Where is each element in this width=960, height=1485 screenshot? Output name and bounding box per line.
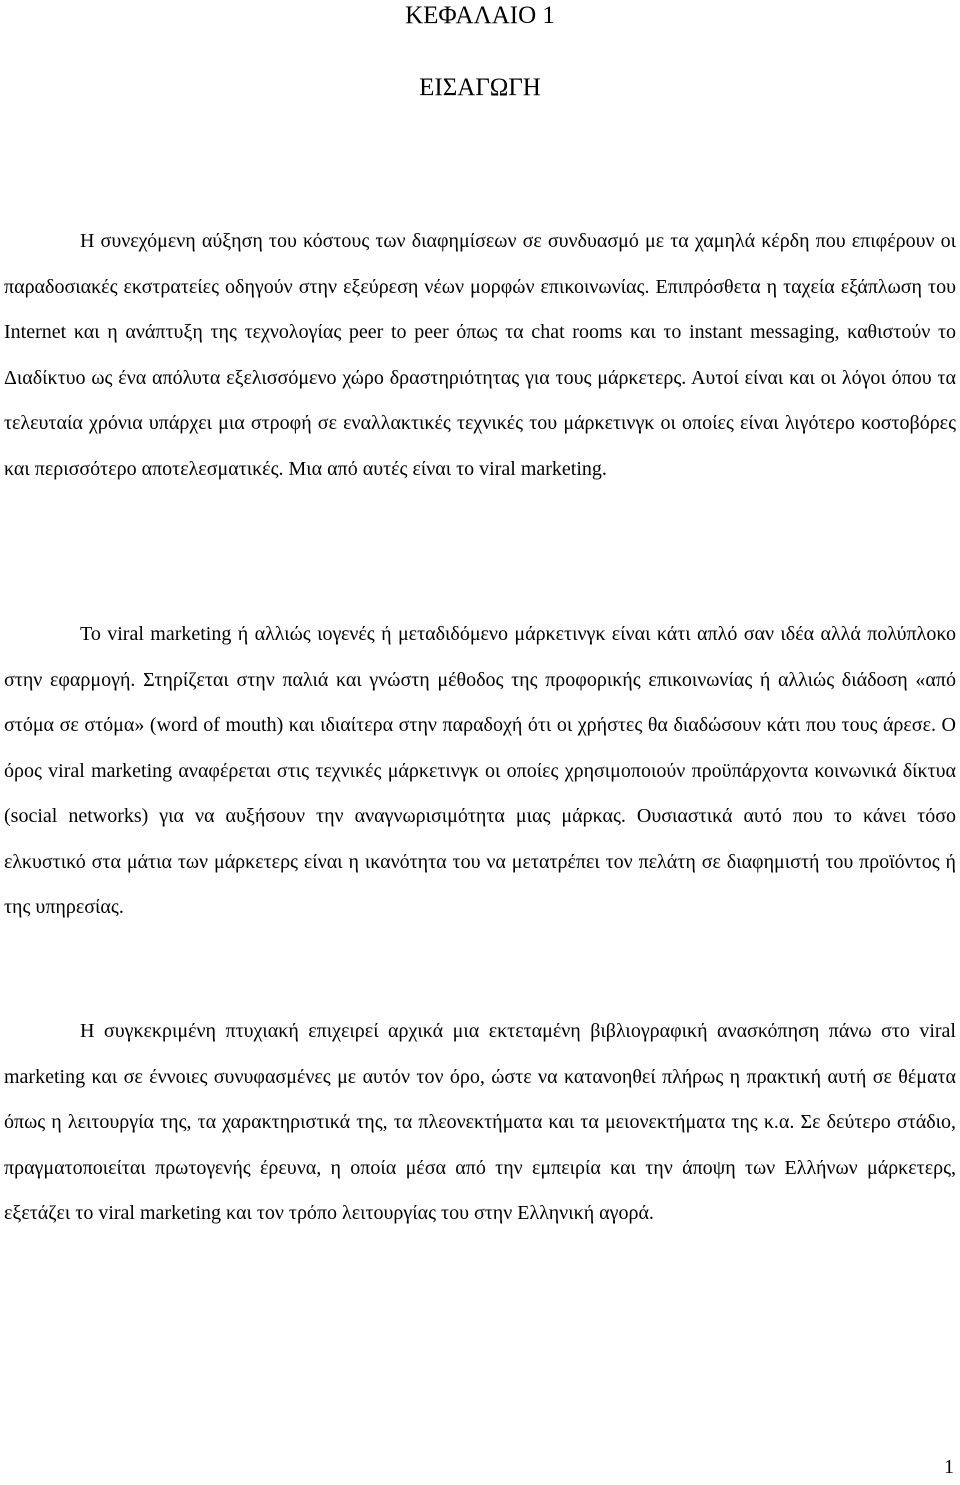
page-number: 1 [944,1456,954,1478]
chapter-title: ΕΙΣΑΓΩΓΗ [419,74,541,101]
chapter-label: ΚΕΦΑΛΑΙΟ 1 [405,2,555,29]
paragraph-thesis-scope: Η συγκεκριμένη πτυχιακή επιχειρεί αρχικά μια εκτεταμένη βιβλιογραφική ανασκόπηση πάνω στο viral marketing και σε έννοιες συνυφασμένες με αυτόν τον όρο, ώστε να κατανοηθεί πλήρως η πρακτική αυτή σε θέματα όπως η λειτουργία της, τα χαρακτηριστικά της, τα πλεονεκτήματα και τα μειονεκτήματα της κ.α. Σε δεύτερο στάδιο, πραγματοποιείται πρωτογενής έρευνα, η οποία μέσα από την εμπειρία και την άποψη των Ελλήνων μάρκετερς, εξετάζει το viral marketing και τον τρόπο λειτουργίας του στην Ελληνική αγορά. [4,1020,956,1224]
paragraph-viral-marketing: Το viral marketing ή αλλιώς ιογενές ή μεταδιδόμενο μάρκετινγκ είναι κάτι απλό σαν ιδέα αλλά πολύπλοκο στην εφαρμογή. Στηρίζεται στην παλιά και γνώστη μέθοδος της προφορικής επικοινωνίας ή αλλιώς διάδοση «από στόμα σε στόμα» (word of mouth) και ιδιαίτερα στην παραδοχή ότι οι χρήστες θα διαδώσουν κάτι που τους άρεσε. Ο όρος viral marketing αναφέρεται στις τεχνικές μάρκετινγκ οι οποίες χρησιμοποιούν προϋπάρχοντα κοινωνικά δίκτυα (social networks) για να αυξήσουν την αναγνωρισιμότητα μιας μάρκας. Ουσιαστικά αυτό που το κάνει τόσο ελκυστικό στα μάτια των μάρκετερς είναι η ικανότητα του να μετατρέπει τον πελάτη σε διαφημιστή του προϊόντος ή της υπηρεσίας. [4,623,956,918]
paragraph-intro: Η συνεχόμενη αύξηση του κόστους των διαφημίσεων σε συνδυασμό με τα χαμηλά κέρδη που επιφέρουν οι παραδοσιακές εκστρατείες οδηγούν στην εξεύρεση νέων μορφών επικοινωνίας. Επιπρόσθετα η ταχεία εξάπλωση του Internet και η ανάπτυξη της τεχνολογίας peer to peer όπως τα chat rooms και το instant messaging, καθιστούν το Διαδίκτυο ως ένα απόλυτα εξελισσόμενο χώρο δραστηριότητας για τους μάρκετερς. Αυτοί είναι και οι λόγοι όπου τα τελευταία χρόνια υπάρχει μια στροφή σε εναλλακτικές τεχνικές του μάρκετινγκ οι οποίες είναι λιγότερο κοστοβόρες και περισσότερο αποτελεσματικές. Μια από αυτές είναι το viral marketing. [4,230,956,480]
